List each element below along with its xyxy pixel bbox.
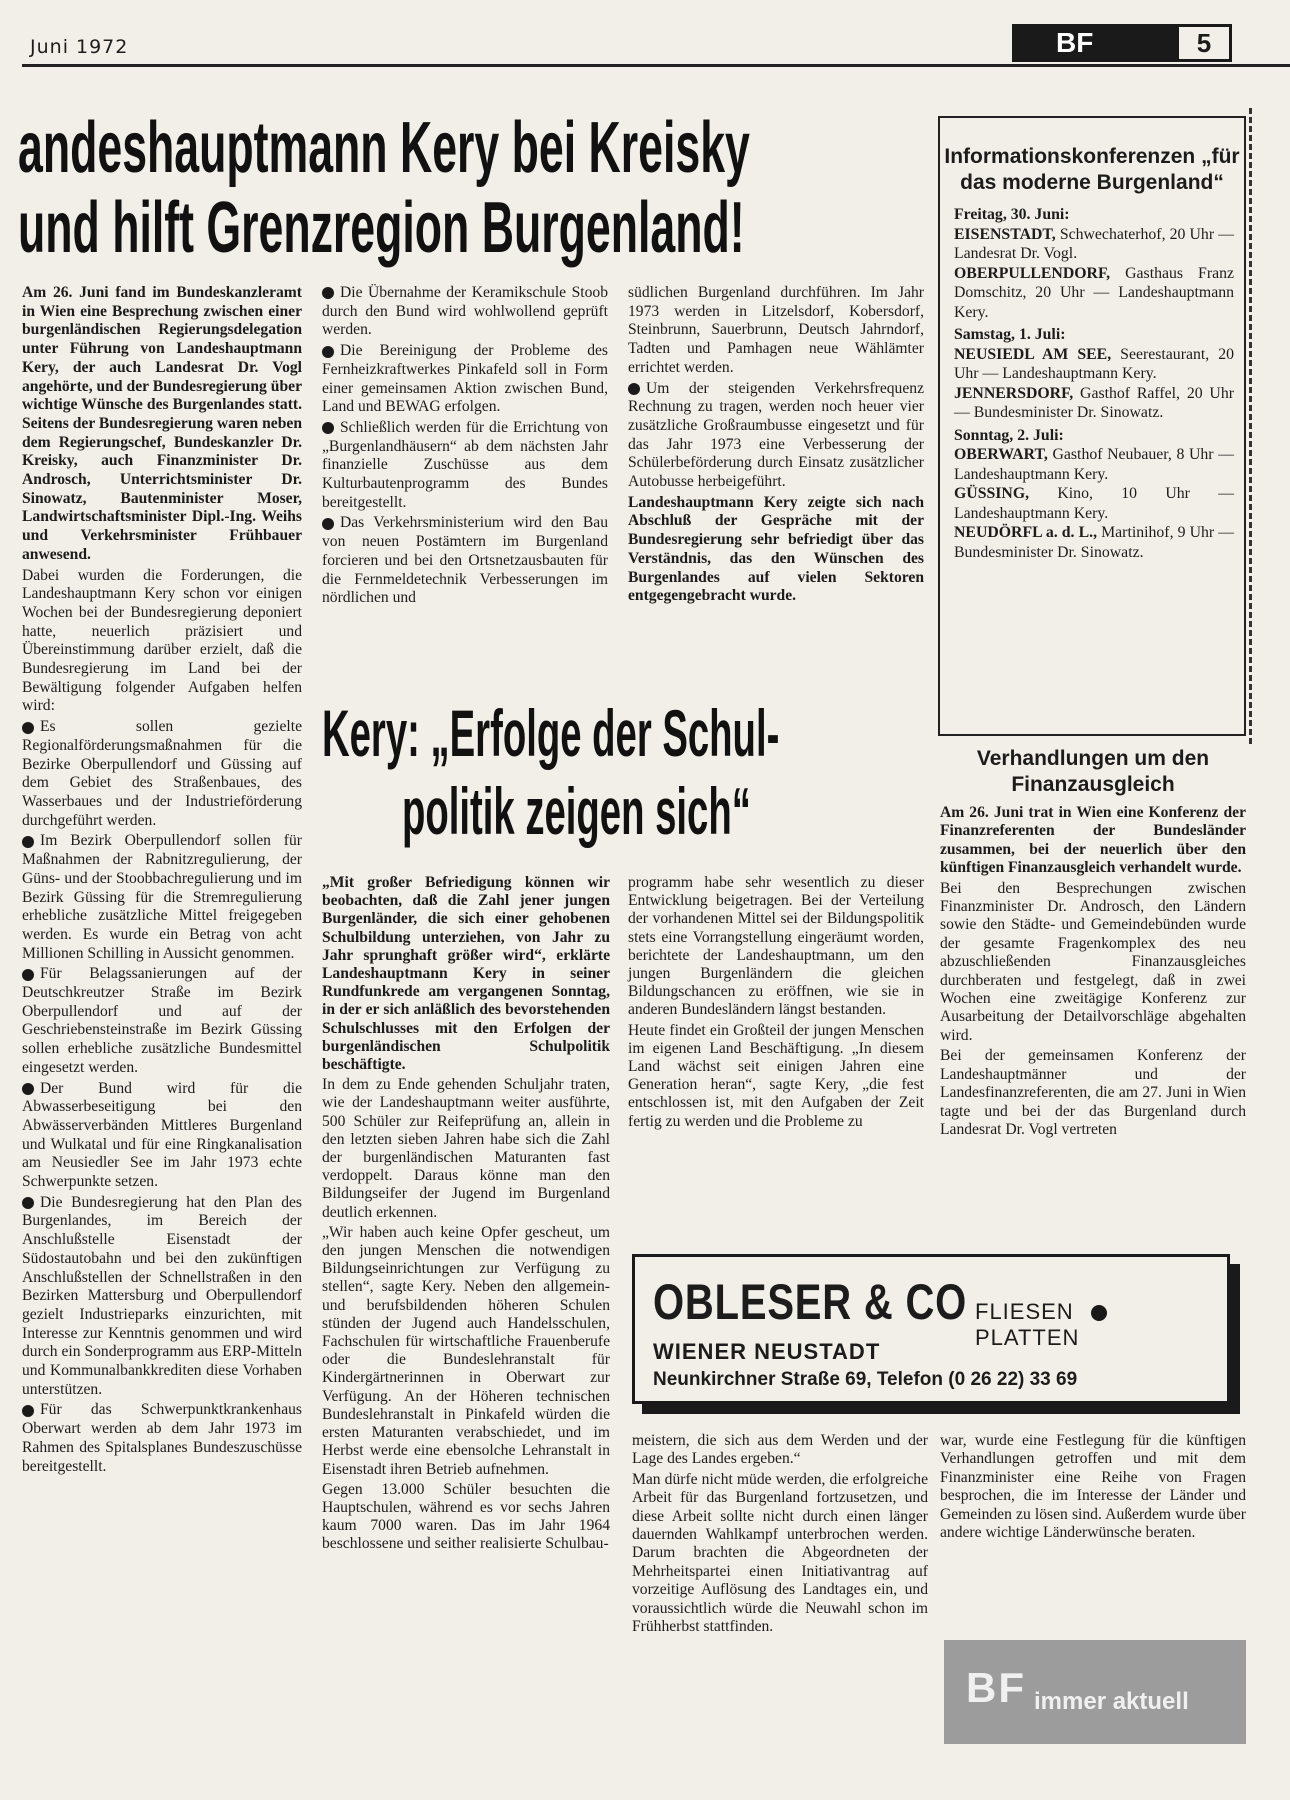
schul-article-col3: [632, 1432, 928, 1638]
schul-paragraph: Heute findet ein Großteil der jungen Menschen im eigenen Land Beschäftigung. „In diesem Land wächst seit einigen Jahren eine Generation heran“, sagte Kery, „die fest entschlossen ist, mit den Aufgaben der Zeit fertig zu werden und die Probleme zu: [628, 1021, 924, 1130]
obleser-advertisement: [632, 1254, 1230, 1404]
finanz-headline: Verhandlungen um den Finanzausgleich: [976, 747, 1210, 796]
schul-article-col1: [322, 874, 610, 1556]
schul-paragraph: programm habe sehr wesentlich zu dieser Entwicklung beigetragen. Bei der Verteilung der vorhandenen Mittel sei der Bildungspolitik stets eine Vorrangstellung eingeräumt worden, berichtete der Landeshauptmann, um den jungen Burgenländern die gleichen Bildungschancen zu eröffnen, wie sie in anderen Bundesländern längst bestanden.: [628, 874, 924, 1019]
bullet-icon: [22, 1405, 34, 1417]
schul-paragraph: In dem zu Ende gehenden Schuljahr traten, wie der Landeshauptmann weiter ausführte, 500 Schüler zur Reifeprüfung an, allein in den letzten sieben Jahren habe sich die Zahl der burgenländischen Maturanten fast verdoppelt. Daraus könne man den Bildungseifer der Jugend im Burgenland deutlich erkennen.: [322, 1076, 610, 1221]
bullet-icon: [22, 969, 34, 981]
bullet-icon: [322, 346, 334, 358]
info-entry: OBERPULLENDORF, Gasthaus Franz Domschitz, 20 Uhr — Landeshauptmann Kery.: [954, 264, 1235, 321]
main-bullet: Für das Schwerpunktkrankenhaus Oberwart werden ab dem Jahr 1973 im Rahmen des Spitalsplanes Bundeszuschüsse bereitgestellt.: [22, 1401, 302, 1475]
info-day: Samstag, 1. Juli:: [954, 326, 1066, 343]
ad-city: WIENER NEUSTADT: [653, 1339, 881, 1364]
main-bullet: Die Bereinigung der Probleme des Fernheizkraftwerkes Pinkafeld soll in Form einer gemeinsamen Aktion zwischen Bund, Land und BEWAG erfolgen.: [322, 342, 608, 416]
bullet-icon: [22, 1083, 34, 1095]
header-rule: [22, 64, 1290, 67]
promo-text: immer aktuell: [1034, 1688, 1189, 1715]
bullet-icon: [22, 722, 34, 734]
main-bullet: Für Belagssanierungen auf der Deutschkreutzer Straße im Bezirk Oberpullendorf und auf der Geschriebensteinstraße im Bezirk Güssing sollen erhebliche zusätzliche Bundesmittel eingesetzt werden.: [22, 965, 302, 1076]
main-bullet: Das Verkehrsministerium wird den Bau von neuen Postämtern im Burgenland forcieren und bei den Ortsnetzausbauten für die Fernmeldetechnik Verbesserungen im nördlichen und: [322, 514, 608, 607]
ad-address: Neunkirchner Straße 69, Telefon (0 26 22) 33 69: [653, 1369, 1078, 1390]
main-article-col1: [22, 284, 302, 1478]
finanz-lead: Am 26. Juni trat in Wien eine Konferenz der Finanzreferenten der Bundesländer zusammen, bei der neuerlich über den künftigen Finanzausgleich verhandelt wurde.: [940, 804, 1246, 877]
info-box: [938, 116, 1246, 736]
main-article-col3: [628, 284, 924, 608]
info-entry: GÜSSING, Kino, 10 Uhr — Landeshauptmann Kery.: [954, 485, 1234, 522]
logo-text: BF: [1056, 27, 1094, 58]
main-bullet: Der Bund wird für die Abwasserbeseitigung bei den Abwässerverbänden Mittleres Burgenland und Wulkatal und für eine Ringkanalisation am Neusiedler See im Jahr 1973 echte Schwerpunkte setzen.: [22, 1079, 302, 1191]
info-box-body: [940, 196, 1244, 562]
masthead-logo: [1012, 24, 1232, 62]
finanz-paragraph: Bei den Besprechungen zwischen Finanzminister Dr. Androsch, den Ländern sowie den Städte- und Gemeindebünden wurde der gesamte Fragenkomplex des neu abzuschließenden Finanzausgleiches durchberaten und festgelegt, daß in zwei Wochen eine zweitägige Konferenz zur Ausarbeitung der Detailvorschläge abgehalten wird.: [940, 879, 1246, 1044]
schul-paragraph: „Wir haben auch keine Opfer gescheut, um den jungen Menschen die notwendigen Bildungseinrichtungen zur Verfügung zu stellen“, sagte Kery. Neben den allgemein- und berufsbildenden höheren Schulen stünden der Jugend auch Handelsschulen, Fachschulen für wirtschaftliche Frauenberufe oder die Bundeslehranstalt für Kindergärtnerinnen in Oberwart zur Verfügung. An der Höheren technischen Bundeslehranstalt in Pinkafeld würden die ersten Maturanten verabschiedet, und im Herbst werde eine ebensolche Lehranstalt in Eisenstadt ihren Betrieb aufnehmen.: [322, 1223, 610, 1478]
schul-headline-line2: politik zeigen sich“: [402, 774, 751, 848]
main-paragraph: südlichen Burgenland durchführen. Im Jahr 1973 werden in Litzelsdorf, Kobersdorf, Steinbrunn, Sauerbrunn, Deutsch Jahrndorf, Tadten und Pamhagen neue Wählämter errichtet werden.: [628, 284, 924, 376]
schul-paragraph: Man dürfe nicht müde werden, die erfolgreiche Arbeit für das Burgenland fortzusetzen, und diese Arbeit sollte nicht durch einen länger dauernden Wahlkampf unterbrochen werden. Darum brachten die Abgeordneten der Mehrheitspartei einen Initiativantrag auf vorzeitige Auflösung des Landtages ein, und voraussichtlich würde die Neuwahl schon im Frühherbst stattfinden.: [632, 1470, 928, 1636]
bullet-icon: [628, 383, 640, 395]
info-day: Freitag, 30. Juni:: [954, 206, 1070, 223]
main-lead: Am 26. Juni fand im Bundeskanzleramt in Wien eine Besprechung zwischen einer burgenländischen Regierungsdelegation unter Führung von Landeshauptmann Kery, der auch Landesrat Dr. Vogl angehörte, und der Bundesregierung über wichtige Wünsche des Burgenlandes statt. Seitens der Bundesregierung waren neben dem Regierungschef, Bundeskanzler Dr. Kreisky, auch Finanzminister Dr. Androsch, Unterrichtsminister Dr. Sinowatz, Bautenminister Moser, Landwirtschaftsminister Dipl.-Ing. Weihs und Verkehrsminister Frühbauer anwesend.: [22, 284, 302, 563]
main-bullet: Im Bezirk Oberpullendorf sollen für Maßnahmen der Rabnitzregulierung, der Güns- und der Stoobbachregulierung und im Bezirk Güssing für die Stremregulierung erhebliche zusätzliche Mittel freigegeben werden. Es wurde ein Betrag von acht Millionen Schilling in Aussicht genommen.: [22, 832, 302, 962]
main-headline-line1: andeshauptmann Kery bei Kreisky: [18, 108, 750, 188]
schul-lead: „Mit großer Befriedigung können wir beobachten, daß die Zahl jener jungen Burgenländer, die sich einer gehobenen Schulbildung unterziehen, von Jahr zu Jahr sprunghaft größer wird“, erklärte Landeshauptmann Kery in seiner Rundfunkrede am vergangenen Sonntag, in der er sich anläßlich des bevorstehenden Schulschlusses mit den Erfolgen der burgenländischen Schulpolitik beschäftigte.: [322, 874, 610, 1074]
main-bullet: Schließlich werden für die Errichtung von „Burgenlandhäusern“ ab dem nächsten Jahr finanzielle Zuschüsse aus dem Kulturbautenprogramm des Bundes bereitgestellt.: [322, 418, 608, 511]
schul-article-col2: [628, 874, 924, 1133]
bullet-icon: [22, 836, 34, 848]
bullet-icon: [322, 518, 334, 530]
bullet-icon: [1091, 1305, 1107, 1321]
finanz-continuation: [940, 1432, 1246, 1544]
schul-headline-line1: Kery: „Erfolge der Schul-: [322, 696, 780, 770]
bf-promo-box: [944, 1640, 1246, 1744]
main-bullet: Die Übernahme der Keramikschule Stoob durch den Bund wird wohlwollend geprüft werden.: [322, 284, 608, 339]
bullet-icon: [322, 287, 334, 299]
bullet-icon: [322, 422, 334, 434]
ad-company-name: OBLESER & CO: [653, 1274, 968, 1330]
main-bullet: Die Bundesregierung hat den Plan des Burgenlandes, im Bereich der Anschlußstelle Eisenstadt der Südostautobahn und bei den zukünftigen Anschlußstellen der Schnellstraßen in den Bezirken Mattersburg und Oberpullendorf gezielt Industrieparks einzurichten, mit Interesse zur Kenntnis genommen und wird durch ein Sonderprogramm aus ERP-Mitteln und Kommunalbankkrediten diese Vorhaben unterstützen.: [22, 1193, 302, 1398]
main-paragraph: Dabei wurden die Forderungen, die Landeshauptmann Kery schon vor einigen Wochen bei der Bundesregierung deponiert hatte, neuerlich präzisiert und Übereinstimmung darüber erzielt, daß die Bundesregierung im Land bei der Bewältigung folgender Aufgaben helfen wird:: [22, 566, 302, 715]
info-box-title: Informationskonferenzen „für das moderne Burgenland“: [944, 145, 1240, 194]
promo-logo: BF: [966, 1664, 1026, 1711]
schul-paragraph: Gegen 13.000 Schüler besuchten die Hauptschulen, während es vor sechs Jahren kaum 7000 waren. Das im Jahr 1964 beschlossene und seither realisierte Schulbau-: [322, 1480, 610, 1553]
info-day: Sonntag, 2. Juli:: [954, 426, 1064, 444]
bullet-icon: [22, 1197, 34, 1209]
main-headline-line2: und hilft Grenzregion Burgenland!: [18, 188, 745, 268]
info-entry: NEUDÖRFL a. d. L., Martinihof, 9 Uhr — Bundesminister Dr. Sinowatz.: [954, 524, 1235, 561]
main-closing: Landeshauptmann Kery zeigte sich nach Abschluß der Gespräche mit der Bundesregierung sehr befriedigt über das Verständnis, das den Wünschen des Burgenlandes auf vielen Sektoren entgegengebracht wurde.: [628, 493, 924, 605]
info-entry: JENNERSDORF, Gasthof Raffel, 20 Uhr — Bundesminister Dr. Sinowatz.: [954, 384, 1234, 421]
finanz-article-body: [940, 804, 1246, 1141]
ad-categories: FLIESEN PLATTEN: [975, 1299, 1227, 1351]
schul-paragraph: meistern, die sich aus dem Werden und der Lage des Landes ergeben.“: [632, 1432, 928, 1468]
main-bullet: Um der steigenden Verkehrsfrequenz Rechnung zu tragen, werden noch heuer vier zusätzliche Großraumbusse eingesetzt und für das Jahr 1973 eine Verbesserung der Schülerbeförderung durch Einsatz zusätzlicher Autobusse herbeigeführt.: [628, 379, 924, 491]
main-article-col2: [322, 284, 608, 610]
finanz-paragraph: war, wurde eine Festlegung für die künftigen Verhandlungen getroffen und mit dem Finanzminister eine Reihe von Fragen besprochen, die im Interesse der Länder und Gemeinden zu lösen sind. Außerdem wurde über andere wichtige Länderwünsche beraten.: [940, 1432, 1246, 1542]
info-entry: OBERWART, Gasthof Neubauer, 8 Uhr — Landeshauptmann Kery.: [954, 446, 1234, 483]
info-entry: NEUSIEDL AM SEE, Seerestaurant, 20 Uhr — Landeshauptmann Kery.: [954, 345, 1235, 382]
issue-date: Juni 1972: [30, 36, 129, 58]
info-entry: EISENSTADT, Schwechaterhof, 20 Uhr — Landesrat Dr. Vogl.: [954, 225, 1234, 262]
page-number: 5: [1176, 24, 1232, 62]
finanz-paragraph: Bei der gemeinsamen Konferenz der Landeshauptmänner und der Landesfinanzreferenten, die am 27. Juni in Wien tagte und bei der das Burgenland durch Landesrat Dr. Vogl vertreten: [940, 1047, 1246, 1138]
main-bullet: Es sollen gezielte Regionalförderungsmaßnahmen für die Bezirke Oberpullendorf und Güssing auf dem Gebiet des Straßenbaues, des Wasserbaues und der Industrieförderung durchgeführt werden.: [22, 718, 302, 829]
